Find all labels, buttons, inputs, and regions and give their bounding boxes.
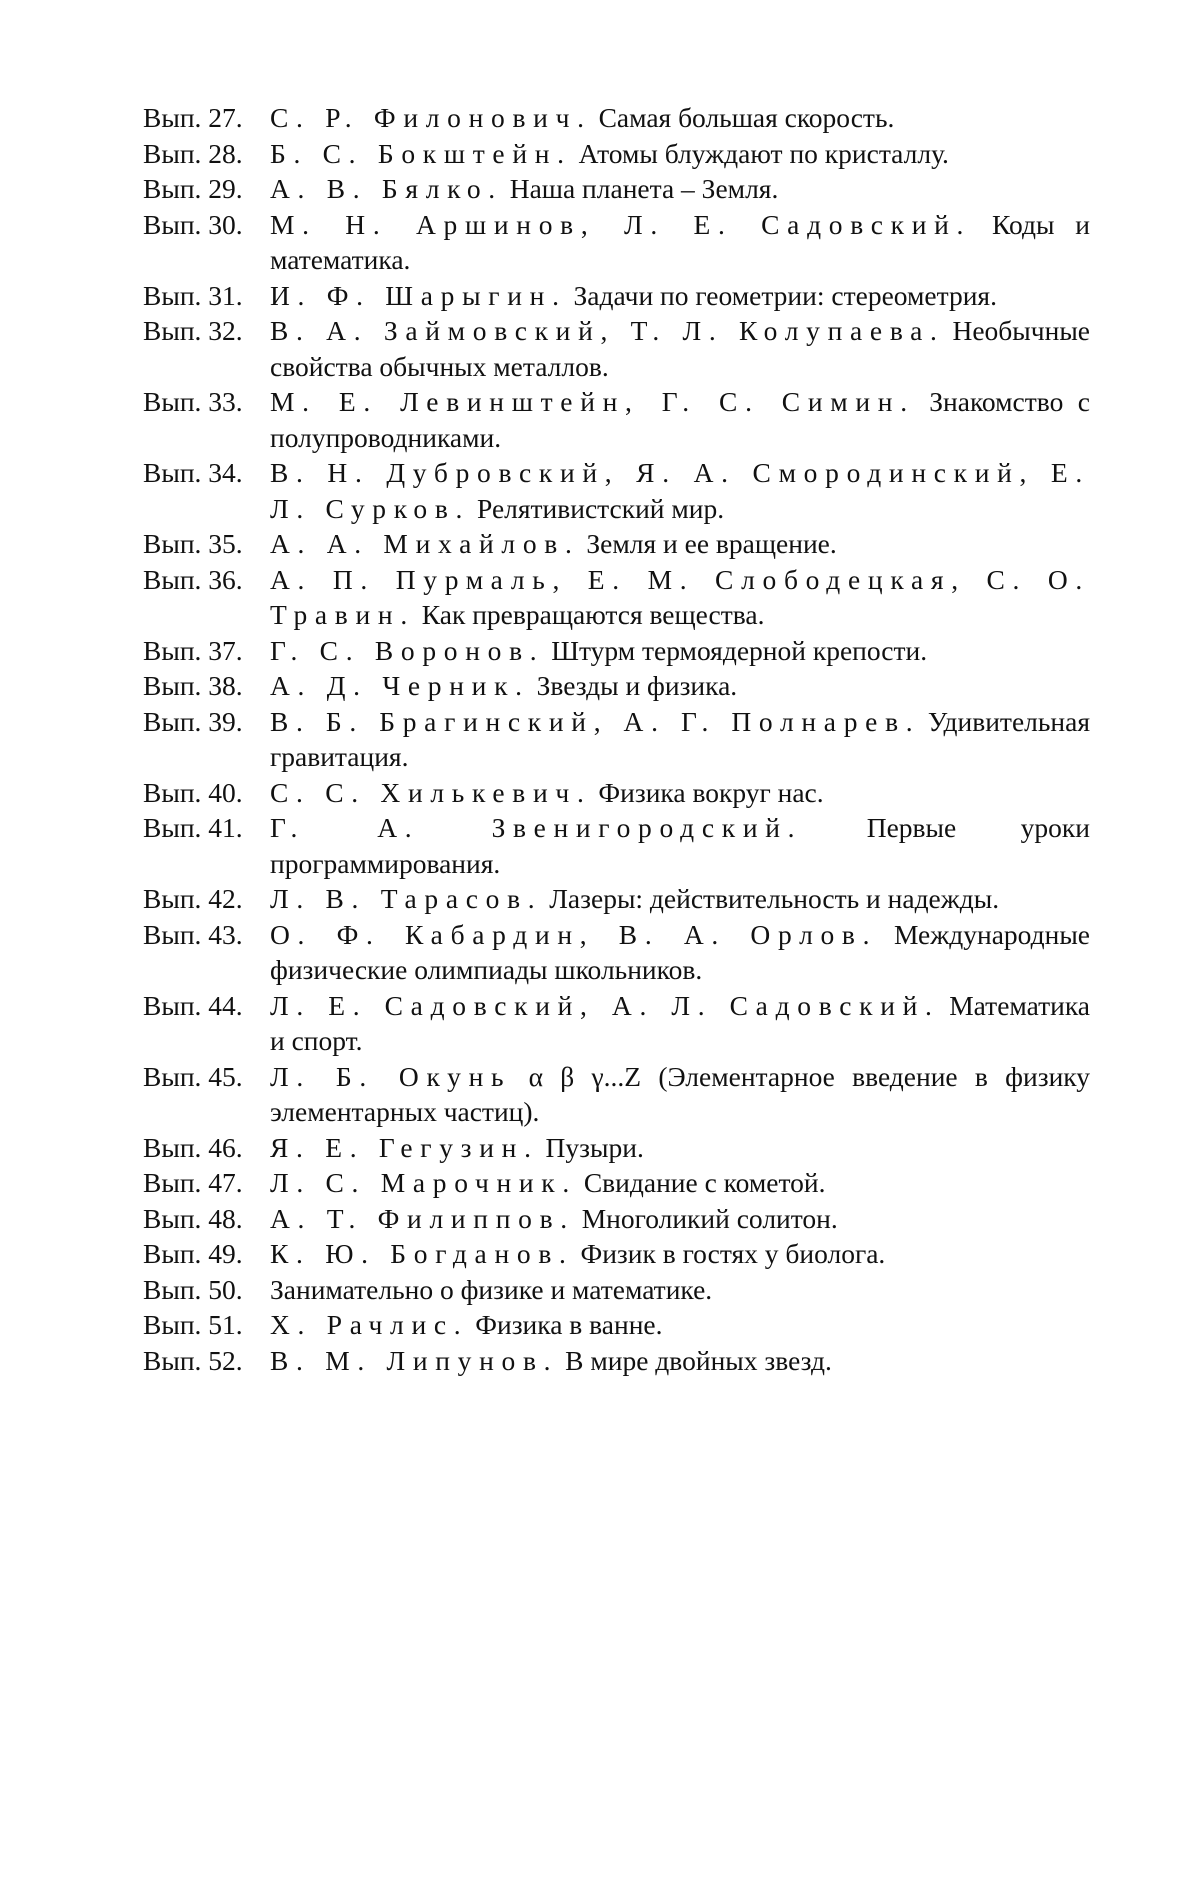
list-item [143, 1272, 1090, 1308]
issue-number: Вып. 38. [143, 668, 270, 704]
issue-number: Вып. 51. [143, 1307, 270, 1343]
author-names: И. Ф. Шарыгин. [270, 280, 567, 311]
book-title: Земля и ее вращение. [586, 528, 836, 559]
issue-number: Вып. 40. [143, 775, 270, 811]
list-item [143, 1201, 1090, 1237]
list-item [143, 562, 1090, 633]
book-title: Штурм термоядерной крепости. [551, 635, 927, 666]
author-names: С. С. Хилькевич. [270, 777, 592, 808]
author-names: А. В. Бялко. [270, 173, 503, 204]
book-title: Удивительная гравитация. [270, 706, 1090, 773]
list-item [143, 136, 1090, 172]
author-names: Л. Б. Окунь [270, 1061, 511, 1092]
list-item [143, 704, 1090, 775]
issue-number: Вып. 47. [143, 1165, 270, 1201]
book-title: Атомы блуждают по кристаллу. [579, 138, 949, 169]
issue-number: Вып. 50. [143, 1272, 270, 1308]
issue-number: Вып. 52. [143, 1343, 270, 1379]
author-names: Б. С. Бокштейн. [270, 138, 572, 169]
issue-number: Вып. 33. [143, 384, 270, 420]
author-names: Л. В. Тарасов. [270, 883, 542, 914]
list-item [143, 1165, 1090, 1201]
issue-number: Вып. 29. [143, 171, 270, 207]
list-item [143, 1059, 1090, 1130]
book-title: Лазеры: действительность и надежды. [549, 883, 999, 914]
list-item [143, 633, 1090, 669]
author-names: Л. С. Марочник. [270, 1167, 577, 1198]
book-title: Релятивистский мир. [477, 493, 724, 524]
list-item [143, 881, 1090, 917]
book-title: Многоликий солитон. [582, 1203, 838, 1234]
book-title: Знакомство с полупроводниками. [270, 386, 1090, 453]
author-names: В. М. Липунов. [270, 1345, 558, 1376]
author-names: В. Б. Брагинский, А. Г. Полнарев. [270, 706, 920, 737]
author-names: К. Ю. Богданов. [270, 1238, 574, 1269]
author-names: А. Д. Черник. [270, 670, 530, 701]
issue-number: Вып. 48. [143, 1201, 270, 1237]
book-title: Самая большая скорость. [599, 102, 895, 133]
book-title: α β γ...Z (Элементарное введение в физику элементарных частиц). [270, 1061, 1090, 1128]
list-item [143, 917, 1090, 988]
book-title: Наша планета – Земля. [510, 173, 779, 204]
book-title: Математика и спорт. [270, 990, 1090, 1057]
issue-number: Вып. 49. [143, 1236, 270, 1272]
issue-number: Вып. 37. [143, 633, 270, 669]
book-title: Необычные свойства обычных металлов. [270, 315, 1090, 382]
issue-number: Вып. 45. [143, 1059, 270, 1095]
book-title: Первые уроки программирования. [270, 812, 1090, 879]
issue-number: Вып. 42. [143, 881, 270, 917]
list-item [143, 455, 1090, 526]
issue-number: Вып. 28. [143, 136, 270, 172]
list-item [143, 775, 1090, 811]
issue-number: Вып. 31. [143, 278, 270, 314]
series-list [143, 100, 1090, 1378]
author-names: М. Н. Аршинов, Л. Е. Садовский. [270, 209, 971, 240]
book-title: Физик в гостях у биолога. [580, 1238, 885, 1269]
issue-number: Вып. 30. [143, 207, 270, 243]
list-item [143, 1343, 1090, 1379]
issue-number: Вып. 46. [143, 1130, 270, 1166]
issue-number: Вып. 27. [143, 100, 270, 136]
list-item [143, 668, 1090, 704]
list-item [143, 1236, 1090, 1272]
issue-number: Вып. 34. [143, 455, 270, 491]
author-names: Г. А. Звенигородский. [270, 812, 802, 843]
list-item [143, 384, 1090, 455]
author-names: А. А. Михайлов. [270, 528, 580, 559]
author-names: А. Т. Филиппов. [270, 1203, 575, 1234]
book-title: Международные физические олимпиады школьников. [270, 919, 1090, 986]
author-names: О. Ф. Кабардин, В. А. Орлов. [270, 919, 877, 950]
book-title: Занимательно о физике и математике. [270, 1274, 712, 1305]
issue-number: Вып. 41. [143, 810, 270, 846]
book-title: Задачи по геометрии: стереометрия. [574, 280, 997, 311]
book-title: Пузыри. [546, 1132, 644, 1163]
issue-number: Вып. 39. [143, 704, 270, 740]
issue-number: Вып. 35. [143, 526, 270, 562]
list-item [143, 988, 1090, 1059]
author-names: Г. С. Воронов. [270, 635, 544, 666]
issue-number: Вып. 43. [143, 917, 270, 953]
list-item [143, 100, 1090, 136]
author-names: В. А. Займовский, Т. Л. Колупаева. [270, 315, 945, 346]
author-names: Л. Е. Садовский, А. Л. Садовский. [270, 990, 940, 1021]
book-title: Звезды и физика. [537, 670, 738, 701]
issue-number: Вып. 44. [143, 988, 270, 1024]
list-item [143, 278, 1090, 314]
book-title: Физика в ванне. [475, 1309, 662, 1340]
list-item [143, 207, 1090, 278]
author-names: А. П. Пурмаль, Е. М. Слободецкая, С. О. Травин. [270, 564, 1090, 631]
list-item [143, 810, 1090, 881]
list-item [143, 526, 1090, 562]
book-title: Коды и математика. [270, 209, 1090, 276]
list-item [143, 171, 1090, 207]
list-item [143, 313, 1090, 384]
author-names: Х. Рачлис. [270, 1309, 468, 1340]
author-names: В. Н. Дубровский, Я. А. Смородинский, Е. Л. Сурков. [270, 457, 1090, 524]
list-item [143, 1130, 1090, 1166]
author-names: С. Р. Филонович. [270, 102, 592, 133]
author-names: М. Е. Левинштейн, Г. С. Симин. [270, 386, 915, 417]
book-title: Свидание с кометой. [584, 1167, 826, 1198]
issue-number: Вып. 32. [143, 313, 270, 349]
list-item [143, 1307, 1090, 1343]
book-title: Физика вокруг нас. [598, 777, 823, 808]
book-title: Как превращаются вещества. [422, 599, 765, 630]
book-title: В мире двойных звезд. [565, 1345, 832, 1376]
author-names: Я. Е. Гегузин. [270, 1132, 539, 1163]
issue-number: Вып. 36. [143, 562, 270, 598]
